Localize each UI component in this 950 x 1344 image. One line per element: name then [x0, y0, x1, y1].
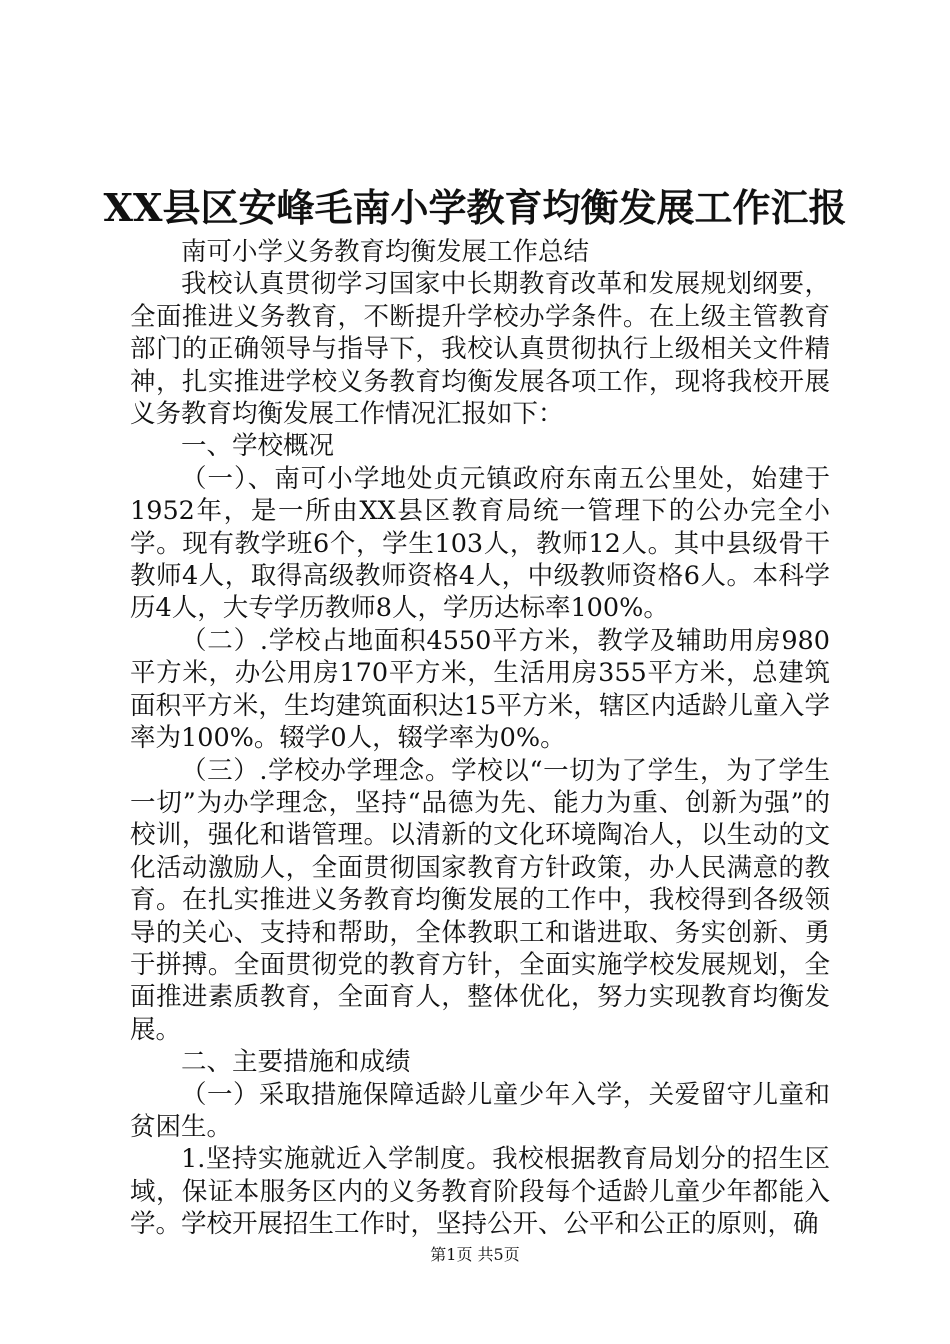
paragraph-measure-1-1: 1.坚持实施就近入学制度。我校根据教育局划分的招生区域，保证本服务区内的义务教育阶段每个适龄儿童少年都能入学。学校开展招生工作时，坚持公开、公平和公正的原则，确 [130, 1144, 830, 1240]
document-body [130, 236, 830, 1241]
section-heading-1: 一、学校概况 [181, 431, 335, 462]
paragraph-measure-1: （一）采取措施保障适龄儿童少年入学，关爱留守儿童和贫困生。 [130, 1079, 830, 1142]
document-title: XX县区安峰毛南小学教育均衡发展工作汇报 [103, 185, 847, 230]
paragraph-overview-1: （一）、南可小学地处贞元镇政府东南五公里处，始建于1952年，是一所由XX县区教育局统一管理下的公办完全小学。现有教学班6个，学生103人，教师12人。其中县级骨干教师4人，取得高级教师资格4人，中级教师资格6人。本科学历4人，大专学历教师8人，学历达标率100%。 [130, 463, 830, 624]
paragraph-overview-2: （二）.学校占地面积4550平方米，教学及辅助用房980平方米，办公用房170平方米，生活用房355平方米，总建筑面积平方米，生均建筑面积达15平方米，辖区内适龄儿童入学率为100%。辍学0人，辍学率为0%。 [130, 625, 830, 754]
paragraph-overview-3: （三）.学校办学理念。学校以“一切为了学生，为了学生一切”为办学理念，坚持“品德为先、能力为重、创新为强”的校训，强化和谐管理。以清新的文化环境陶冶人，以生动的文化活动激励人，全面贯彻国家教育方针政策，办人民满意的教育。在扎实推进义务教育均衡发展的工作中，我校得到各级领导的关心、支持和帮助，全体教职工和谐进取、务实创新、勇于拼搏。全面贯彻党的教育方针，全面实施学校发展规划，全面推进素质教育，全面育人，整体优化，努力实现教育均衡发展。 [130, 755, 830, 1045]
paragraph-intro: 我校认真贯彻学习国家中长期教育改革和发展规划纲要，全面推进义务教育，不断提升学校办学条件。在上级主管教育部门的正确领导与指导下，我校认真贯彻执行上级相关文件精神，扎实推进学校义务教育均衡发展各项工作，现将我校开展义务教育均衡发展工作情况汇报如下： [130, 269, 830, 430]
page-footer: 第1页 共5页 [430, 1245, 520, 1264]
section-heading-2: 二、主要措施和成绩 [181, 1047, 411, 1078]
paragraph-subtitle: 南可小学义务教育均衡发展工作总结 [181, 237, 590, 267]
